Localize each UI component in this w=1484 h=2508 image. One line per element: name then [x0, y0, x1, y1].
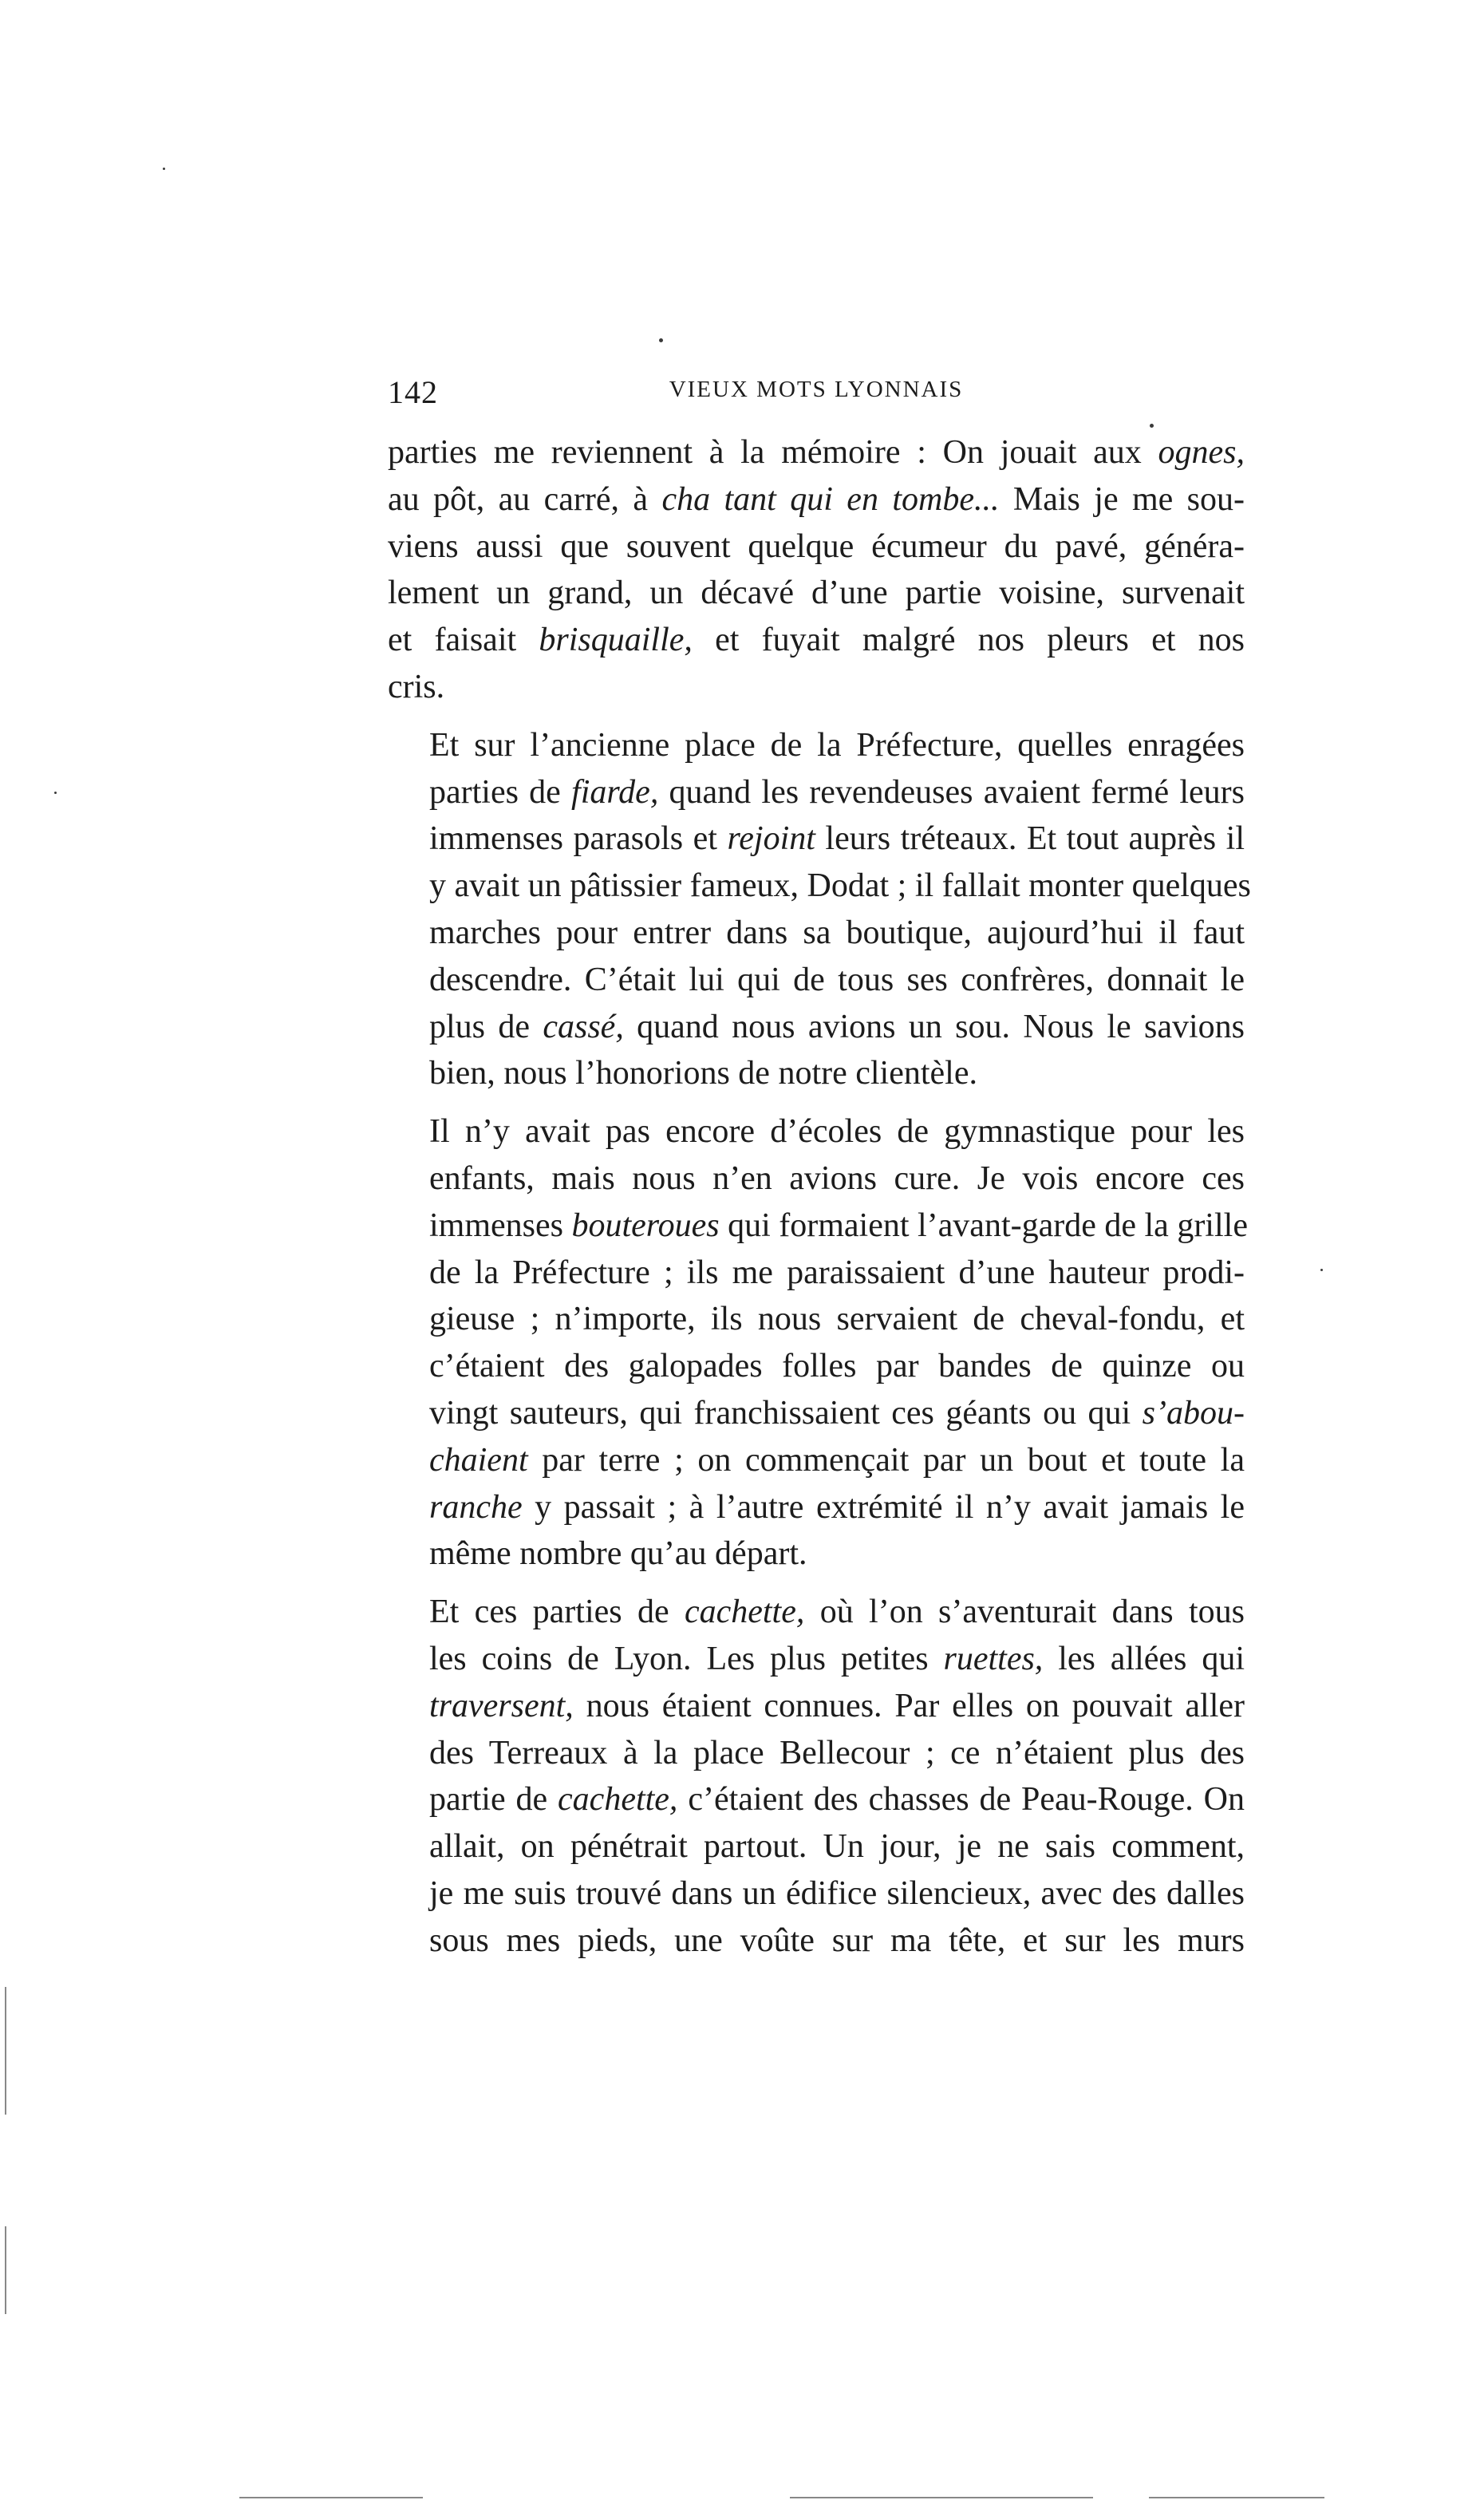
- scan-edge-line: [5, 1987, 6, 2115]
- scan-edge-line: [1149, 2497, 1324, 2498]
- text-line: bien, nous l’honorions de notre clientèle.: [429, 1055, 977, 1092]
- page-header: [388, 373, 1245, 413]
- text-line: parties me reviennent à la mémoire : On jouait aux ognes,: [388, 434, 1245, 471]
- text-line: c’étaient des galopades folles par bandes de quinze ou: [429, 1348, 1245, 1385]
- italic-term: cachette,: [684, 1594, 805, 1631]
- text-line: lement un grand, un décavé d’une partie voisine, survenait: [388, 575, 1245, 612]
- text-line: au pôt, au carré, à cha tant qui en tombe... Mais je me sou-: [388, 480, 1245, 518]
- italic-term: traversent,: [429, 1687, 574, 1724]
- italic-term: s’abou-: [1142, 1394, 1245, 1432]
- scan-edge-line: [5, 2226, 6, 2314]
- running-title: VIEUX MOTS LYONNAIS: [669, 377, 964, 402]
- scan-speck: [54, 792, 57, 794]
- text-line: partie de cachette, c’étaient des chasses de Peau-Rouge. On: [429, 1781, 1245, 1819]
- text-line: cris.: [388, 668, 445, 705]
- text-line: immenses parasols et rejoint leurs tréteaux. Et tout auprès il: [429, 820, 1245, 858]
- body-text: [388, 429, 1251, 1965]
- scan-speck: [163, 168, 165, 170]
- text-line: allait, on pénétrait partout. Un jour, je ne sais comment,: [429, 1828, 1245, 1866]
- scan-speck: [659, 338, 663, 342]
- scan-edge-line: [790, 2497, 1093, 2498]
- italic-term: bouteroues: [571, 1207, 720, 1244]
- text-line: Il n’y avait pas encore d’écoles de gymnastique pour les: [429, 1113, 1245, 1151]
- text-line: Et ces parties de cachette, où l’on s’aventurait dans tous: [429, 1594, 1245, 1631]
- paragraph: [388, 429, 1245, 711]
- italic-term: ognes,: [1158, 434, 1245, 471]
- text-line: enfants, mais nous n’en avions cure. Je vois encore ces: [429, 1159, 1245, 1197]
- text-line: Et sur l’ancienne place de la Préfecture, quelles enragées: [429, 726, 1245, 764]
- italic-term: ruettes,: [943, 1640, 1044, 1677]
- text-line: viens aussi que souvent quelque écumeur du pavé, généra-: [388, 527, 1245, 565]
- text-line: des Terreaux à la place Bellecour ; ce n’étaient plus des: [429, 1734, 1245, 1771]
- text-line: traversent, nous étaient connues. Par elles on pouvait aller: [429, 1687, 1245, 1724]
- text-line: marches pour entrer dans sa boutique, aujourd’hui il faut: [429, 914, 1245, 951]
- scan-speck: [1150, 424, 1154, 428]
- text-line: descendre. C’était lui qui de tous ses confrères, donnait le: [429, 961, 1245, 998]
- italic-term: brisquaille,: [539, 622, 693, 659]
- text-line: même nombre qu’au départ.: [429, 1535, 807, 1573]
- italic-term: cassé,: [543, 1008, 624, 1045]
- text-line: immenses bouteroues qui formaient l’avant-garde de la grille: [429, 1207, 1248, 1244]
- text-line: vingt sauteurs, qui franchissaient ces géants ou qui s’abou-: [429, 1394, 1245, 1432]
- italic-term: chaient: [429, 1441, 528, 1479]
- text-line: les coins de Lyon. Les plus petites ruettes, les allées qui: [429, 1640, 1245, 1677]
- italic-term: ranche: [429, 1488, 523, 1526]
- text-line: parties de fiarde, quand les revendeuses avaient fermé leurs: [429, 773, 1245, 811]
- text-line: et faisait brisquaille, et fuyait malgré nos pleurs et nos: [388, 622, 1245, 659]
- text-line: sous mes pieds, une voûte sur ma tête, et sur les murs: [429, 1921, 1245, 1959]
- paragraph: [388, 1589, 1245, 1964]
- italic-term: cha tant qui en tombe...: [661, 480, 1000, 518]
- text-line: je me suis trouvé dans un édifice silencieux, avec des dalles: [429, 1874, 1245, 1912]
- italic-term: fiarde,: [571, 773, 659, 811]
- text-line: de la Préfecture ; ils me paraissaient d’une hauteur prodi-: [429, 1254, 1245, 1291]
- italic-term: rejoint: [727, 820, 815, 858]
- paragraph: [388, 722, 1251, 1097]
- text-line: y avait un pâtissier fameux, Dodat ; il fallait monter quelques: [429, 867, 1251, 905]
- scan-speck: [1320, 1269, 1323, 1271]
- page-number: 142: [388, 374, 438, 410]
- text-line: gieuse ; n’importe, ils nous servaient de cheval-fondu, et: [429, 1301, 1245, 1338]
- italic-term: cachette,: [558, 1781, 678, 1819]
- text-line: chaient par terre ; on commençait par un bout et toute la: [429, 1441, 1245, 1479]
- paragraph: [388, 1108, 1248, 1578]
- scan-edge-line: [239, 2497, 423, 2498]
- text-line: ranche y passait ; à l’autre extrémité il n’y avait jamais le: [429, 1488, 1245, 1526]
- text-line: plus de cassé, quand nous avions un sou. Nous le savions: [429, 1008, 1245, 1045]
